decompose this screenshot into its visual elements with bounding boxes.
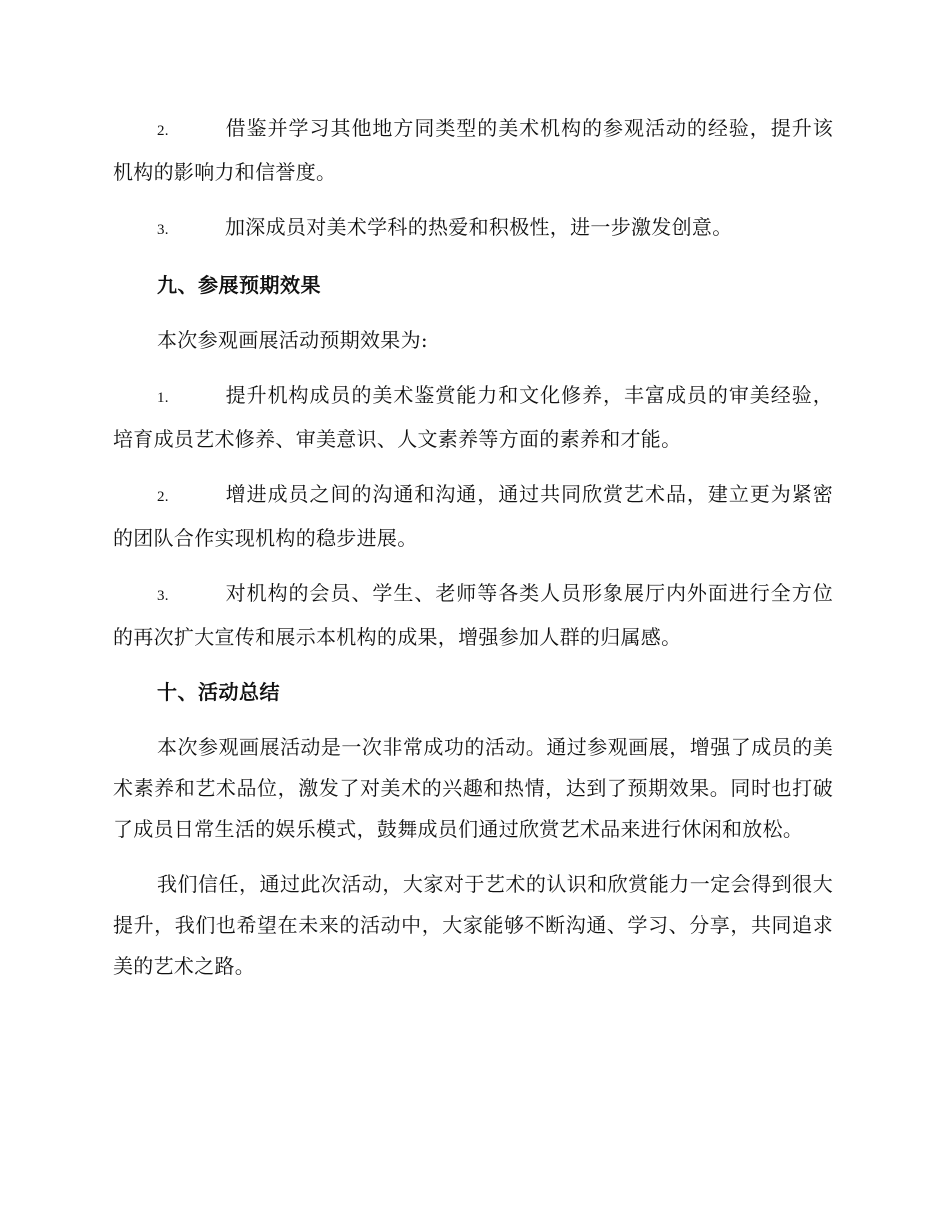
list-number: 1. [157, 390, 169, 406]
list-text: 提升机构成员的美术鉴赏能力和文化修养，丰富成员的审美经验，培育成员艺术修养、审美意识、人文素养等方面的素养和才能。 [113, 383, 833, 451]
body-paragraph: 本次参观画展活动是一次非常成功的活动。通过参观画展，增强了成员的美术素养和艺术品位，激发了对美术的兴趣和热情，达到了预期效果。同时也打破了成员日常生活的娱乐模式，鼓舞成员们通过欣赏艺术品来进行休闲和放松。 [113, 735, 833, 841]
list-text: 增进成员之间的沟通和沟通，通过共同欣赏艺术品，建立更为紧密的团队合作实现机构的稳步进展。 [113, 482, 833, 550]
body-paragraph: 我们信任，通过此次活动，大家对于艺术的认识和欣赏能力一定会得到很大提升，我们也希望在未来的活动中，大家能够不断沟通、学习、分享，共同追求美的艺术之路。 [113, 872, 833, 978]
list-number: 2. [157, 489, 169, 505]
list-text: 对机构的会员、学生、老师等各类人员形象展厅内外面进行全方位的再次扩大宣传和展示本机构的成果，增强参加人群的归属感。 [113, 581, 833, 649]
list-item [113, 108, 833, 193]
list-number: 3. [157, 222, 169, 238]
section-heading: 九、参展预期效果 [157, 273, 321, 297]
section-heading: 十、活动总结 [157, 680, 280, 704]
section-intro: 本次参观画展活动预期效果为: [157, 328, 428, 352]
list-item [113, 375, 833, 460]
list-item [113, 474, 833, 559]
list-text: 借鉴并学习其他地方同类型的美术机构的参观活动的经验，提升该机构的影响力和信誉度。 [113, 116, 833, 184]
list-number: 3. [157, 588, 169, 604]
list-item [113, 207, 833, 251]
list-number: 2. [157, 123, 169, 139]
list-item [113, 573, 833, 658]
document-body [113, 108, 833, 1001]
list-text: 加深成员对美术学科的热爱和积极性，进一步激发创意。 [225, 215, 733, 239]
